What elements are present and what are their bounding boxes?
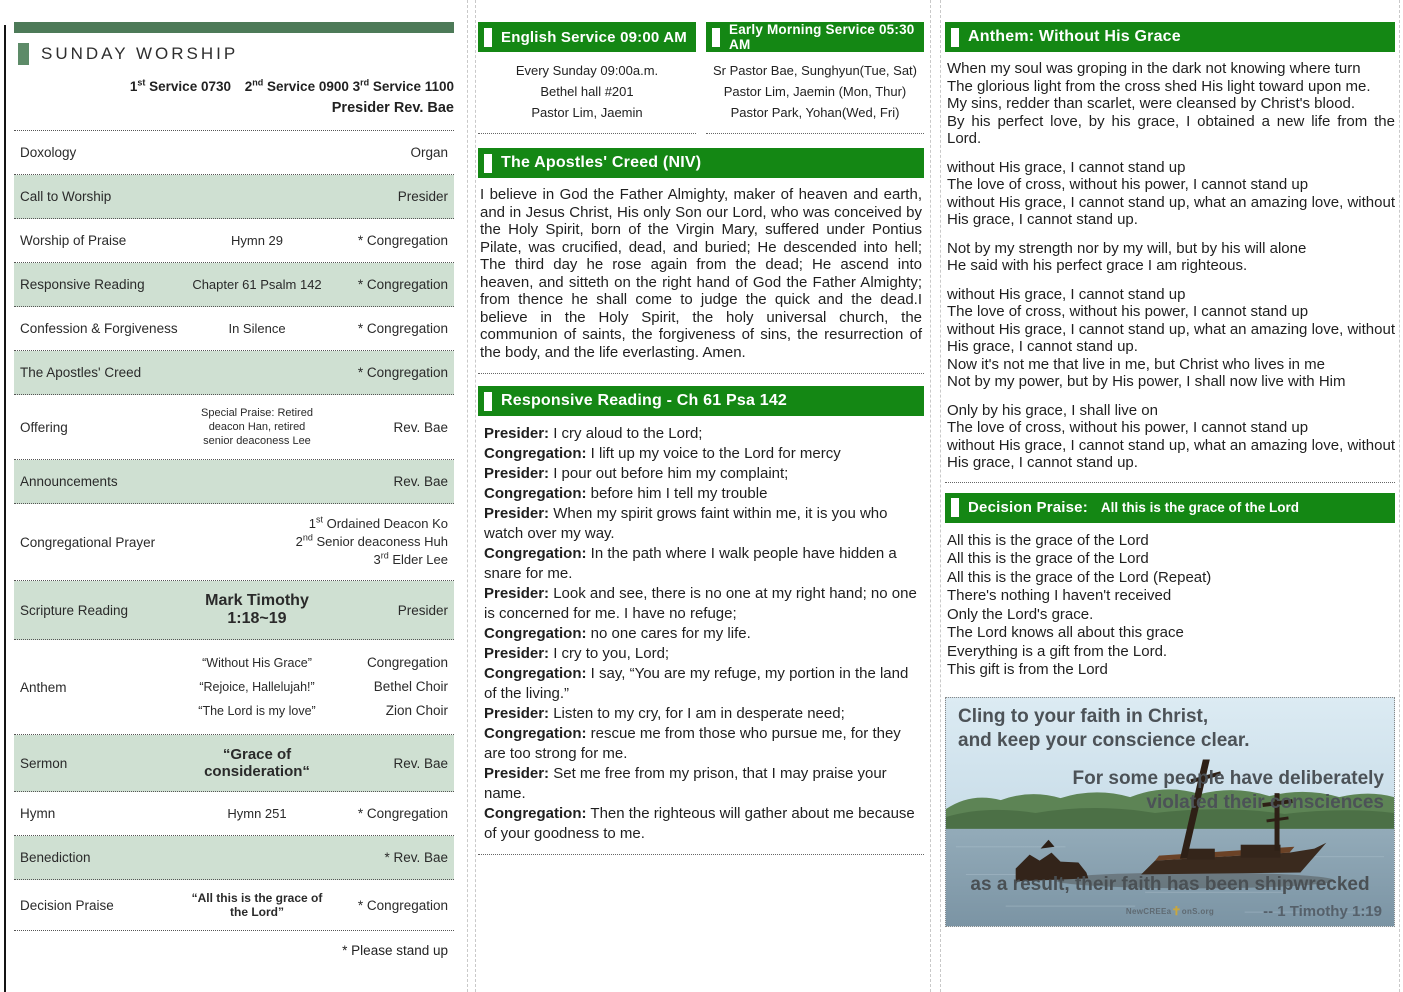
cross-icon: ✝ (1171, 903, 1182, 918)
table-row-anthem: Anthem “Without His Grace” “Rejoice, Hallelujah!” “The Lord is my love” Congregation Bethel Choir Zion Choir (14, 640, 454, 735)
fold-divider (930, 0, 931, 992)
table-row-scripture-reading: Scripture Reading Mark Timothy 1:18~19 Presider (14, 581, 454, 640)
right-panel (945, 22, 1395, 927)
header-bar-icon (712, 28, 720, 47)
fold-divider (467, 0, 468, 992)
fold-divider (475, 0, 476, 992)
responsive-reading-section (478, 386, 924, 855)
decision-praise-header: Decision Praise: All this is the grace of the Lord (945, 493, 1395, 523)
section-bullet-icon (18, 43, 29, 65)
header-bar-icon (951, 28, 959, 47)
verse-reference: -- 1 Timothy 1:19 (1263, 902, 1382, 920)
header-bar-icon (484, 154, 492, 173)
anthem-lyrics: When my soul was groping in the dark not knowing where turn The glorious light from the cross shed His light toward upon me. My sins, redder than scarlet, were cleansed by Christ's blood. By his perfect love, by his grace, I obtained a new life from the Lord. without His grace, I cannot stand up The love of cross, without his power, I cannot stand up without His grace, I cannot stand up, what an amazing love, without His grace, I cannot stand up. Not by my strength nor by my will, but by his will alone He said with his perfect grace I am righteous. without His grace, I cannot stand up The love of cross, without his power, I cannot stand up without His grace, I cannot stand up, what an amazing love, without His grace, I cannot stand up. Now it's not me that live in me, but Christ who lives in me Not by my power, but by His power, I shall now live with Him Only by his grace, I shall live on The love of cross, without his power, I cannot stand up without His grace, I cannot stand up, what an amazing love, without His grace, I cannot stand up. (945, 60, 1395, 483)
verse-caption-line4: violated their consciences (1146, 791, 1384, 813)
sunday-worship-panel (14, 22, 454, 958)
verse-caption-line3: For some people have deliberately (1072, 767, 1384, 789)
order-of-worship-table (14, 130, 454, 931)
table-row-congregational-prayer: Congregational Prayer 1st Ordained Deacon Ko 2nd Senior deaconess Huh 3rd Elder Lee (14, 504, 454, 581)
decision-praise-section (945, 493, 1395, 680)
responsive-reading-text: Presider: I cry aloud to the Lord; Congregation: I lift up my voice to the Lord for mercy Presider: I pour out before him my complaint; Congregation: before him I tell my trouble Presider: When my spirit grows faint within me, it is you who watch over my way. Congregation: In the path where I walk people have hidden a snare for me. Presider: Look and see, there is no one at my right hand; no one is concerned for me. I have no refuge; Congregation: no one cares for my life. Presider: I cry to you, Lord; Congregation: I say, “You are my refuge, my portion in the land of the living.” Presider: Listen to my cry, for I am in desperate need; Congregation: rescue me from those who pursue me, for they are too strong for me. Presider: Set me free from my prison, that I may praise your name. Congregation: Then the righteous will gather about me because of your goodness to me. (478, 424, 924, 855)
middle-panel (478, 22, 924, 855)
fold-divider (1399, 0, 1400, 992)
service-times: 1st Service 0730 2nd Service 0900 3rd Service 1100 (129, 77, 454, 94)
table-row-apostles-creed: The Apostles' Creed * Congregation (14, 351, 454, 395)
anthem-header: Anthem: Without His Grace (945, 22, 1395, 52)
page-title: SUNDAY WORSHIP (41, 44, 239, 63)
stand-up-footnote: * Please stand up (342, 943, 448, 958)
table-row-worship-of-praise: Worship of Praise Hymn 29 * Congregation (14, 219, 454, 263)
early-morning-service-header: Early Morning Service 05:30 AM (706, 22, 924, 52)
page-edge-line (4, 25, 6, 992)
table-row-sermon: Sermon “Grace of consideration“ Rev. Bae (14, 735, 454, 792)
decision-praise-lyrics: All this is the grace of the Lord All this is the grace of the Lord All this is the grace of the Lord (Repeat) There's nothing I haven't received Only the Lord's grace. The Lord knows all about this grace Everything is a gift from the Lord. This gift is from the Lord (947, 531, 1212, 678)
table-row-hymn: Hymn Hymn 251 * Congregation (14, 792, 454, 836)
header-bar-icon (484, 28, 492, 47)
english-service-header: English Service 09:00 AM (478, 22, 696, 52)
apostles-creed-header: The Apostles' Creed (NIV) (478, 148, 924, 178)
top-accent-bar (14, 22, 454, 33)
verse-caption-line5: as a result, their faith has been shipwrecked (970, 873, 1370, 895)
table-row-doxology: Doxology Organ (14, 131, 454, 175)
table-row-decision-praise: Decision Praise “All this is the grace of the Lord” * Congregation (14, 880, 454, 931)
apostles-creed-section (478, 148, 924, 374)
apostles-creed-text: I believe in God the Father Almighty, maker of heaven and earth, and in Jesus Christ, His only Son our Lord, who was conceived by the Holy Spirit, born of the Virgin Mary, suffered under Pontius Pilate, was crucified, dead, and buried; He descended into hell; The third day he rose again from the dead; He ascend into heaven, and sitteth on the right hand of God the Father Almighty; from thence he shall come to judge the quick and the dead.I believe in the Holy Spirit, the holy universal church, the communion of saints, the forgiveness of sins, the resurrection of the body, and the life everlasting. Amen. (478, 186, 924, 374)
table-row-announcements: Announcements Rev. Bae (14, 460, 454, 504)
presider-line: Presider Rev. Bae (331, 100, 454, 116)
shipwreck-verse-image (945, 697, 1395, 927)
header-bar-icon (484, 392, 492, 411)
english-service-box: English Service 09:00 AM Every Sunday 09:00a.m. Bethel hall #201 Pastor Lim, Jaemin (478, 22, 696, 134)
fold-divider (940, 0, 941, 992)
responsive-reading-header: Responsive Reading - Ch 61 Psa 142 (478, 386, 924, 416)
table-row-responsive-reading: Responsive Reading Chapter 61 Psalm 142 * Congregation (14, 263, 454, 307)
early-morning-service-box: Early Morning Service 05:30 AM Sr Pastor Bae, Sunghyun(Tue, Sat) Pastor Lim, Jaemin (Mon, Thur) Pastor Park, Yohan(Wed, Fri) (706, 22, 924, 134)
verse-caption-line2: and keep your conscience clear. (958, 729, 1250, 751)
table-row-confession: Confession & Forgiveness In Silence * Congregation (14, 307, 454, 351)
table-row-benediction: Benediction * Rev. Bae (14, 836, 454, 880)
table-row-call-to-worship: Call to Worship Presider (14, 175, 454, 219)
verse-caption-line1: Cling to your faith in Christ, (958, 705, 1209, 727)
header-bar-icon (951, 498, 959, 517)
watermark: NewCREEa✝onS.org (1125, 903, 1215, 918)
table-row-offering: Offering Special Praise: Retired deacon Han, retired senior deaconess Lee Rev. Bae (14, 395, 454, 460)
